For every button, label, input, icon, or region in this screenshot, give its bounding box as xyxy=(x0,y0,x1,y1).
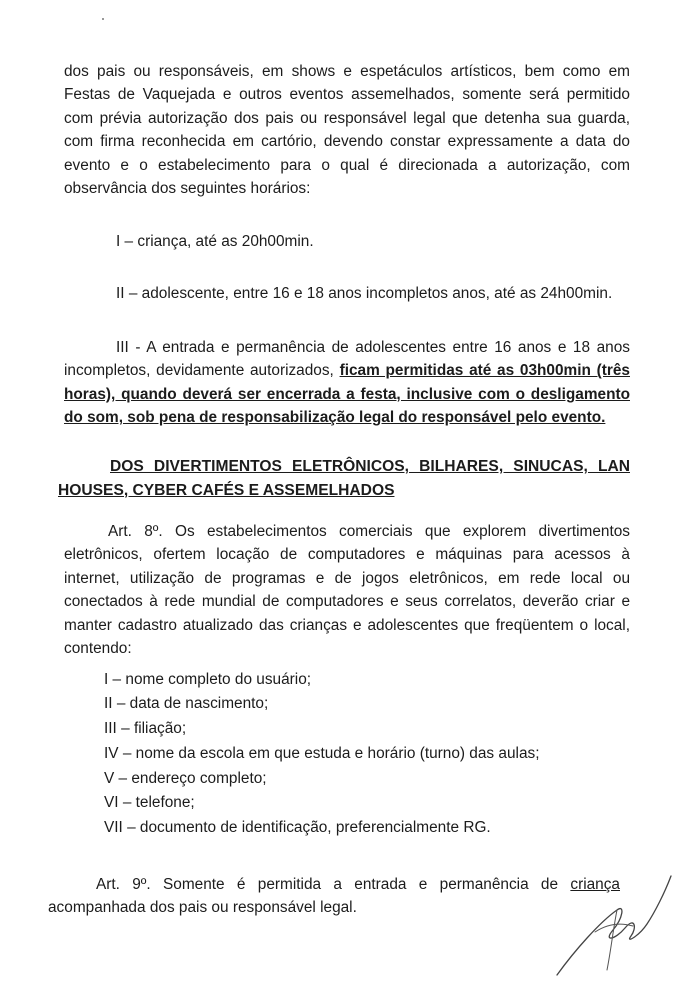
art8-item-6: VI – telefone; xyxy=(104,794,195,811)
scan-speck xyxy=(102,18,104,20)
art9-underlined-word: criança xyxy=(570,876,620,893)
schedule-item-3-emphasis: ficam permitidas até as 03h00min (três horas), quando deverá ser encerrada a festa, inclusive com o desligamento do som, sob pena de responsabilização legal do responsável pelo evento. xyxy=(64,362,630,427)
section-heading: DOS DIVERTIMENTOS ELETRÔNICOS, BILHARES, SINUCAS, LAN HOUSES, CYBER CAFÉS E ASSEMELHADOS xyxy=(58,458,630,499)
schedule-item-1: I – criança, até as 20h00min. xyxy=(116,233,314,250)
art8-item-3: III – filiação; xyxy=(104,720,187,737)
schedule-item-3-text: III - A entrada e permanência de adolescentes entre 16 anos e 18 anos incompletos, devidamente autorizados, xyxy=(64,339,630,380)
handwritten-signature xyxy=(555,870,675,980)
art8-item-7: VII – documento de identificação, preferencialmente RG. xyxy=(104,819,491,836)
art9-text-end: acompanhada dos pais ou responsável legal. xyxy=(48,899,357,917)
schedule-item-2: II – adolescente, entre 16 e 18 anos incompletos anos, até as 24h00min. xyxy=(116,285,613,302)
art8-item-2: II – data de nascimento; xyxy=(104,695,269,712)
art8-item-4: IV – nome da escola em que estuda e horário (turno) das aulas; xyxy=(104,745,540,762)
art8-item-1: I – nome completo do usuário; xyxy=(104,671,312,688)
intro-paragraph: dos pais ou responsáveis, em shows e espetáculos artísticos, bem como em Festas de Vaquejada e outros eventos assemelhados, somente será permitido com prévia autorização dos pais ou responsável legal que detenha sua guarda, com firma reconhecida em cartório, devendo constar expressamente a data do evento e o estabelecimento para o qual é direcionada a autorização, com observância dos seguintes horários: xyxy=(64,63,630,198)
art9-text: Art. 9º. Somente é permitida a entrada e permanência de xyxy=(96,876,571,893)
schedule-item-3 xyxy=(64,336,630,430)
art9-paragraph xyxy=(48,873,620,920)
art8-paragraph: Art. 8º. Os estabelecimentos comerciais que explorem divertimentos eletrônicos, ofertem locação de computadores e máquinas para acessos à internet, utilização de programas e de jogos eletrônicos, em rede local ou conectados à rede mundial de computadores e seus correlatos, deverão criar e manter cadastro atualizado das crianças e adolescentes que freqüentem o local, contendo: xyxy=(64,523,630,658)
art8-item-5: V – endereço completo; xyxy=(104,770,267,787)
